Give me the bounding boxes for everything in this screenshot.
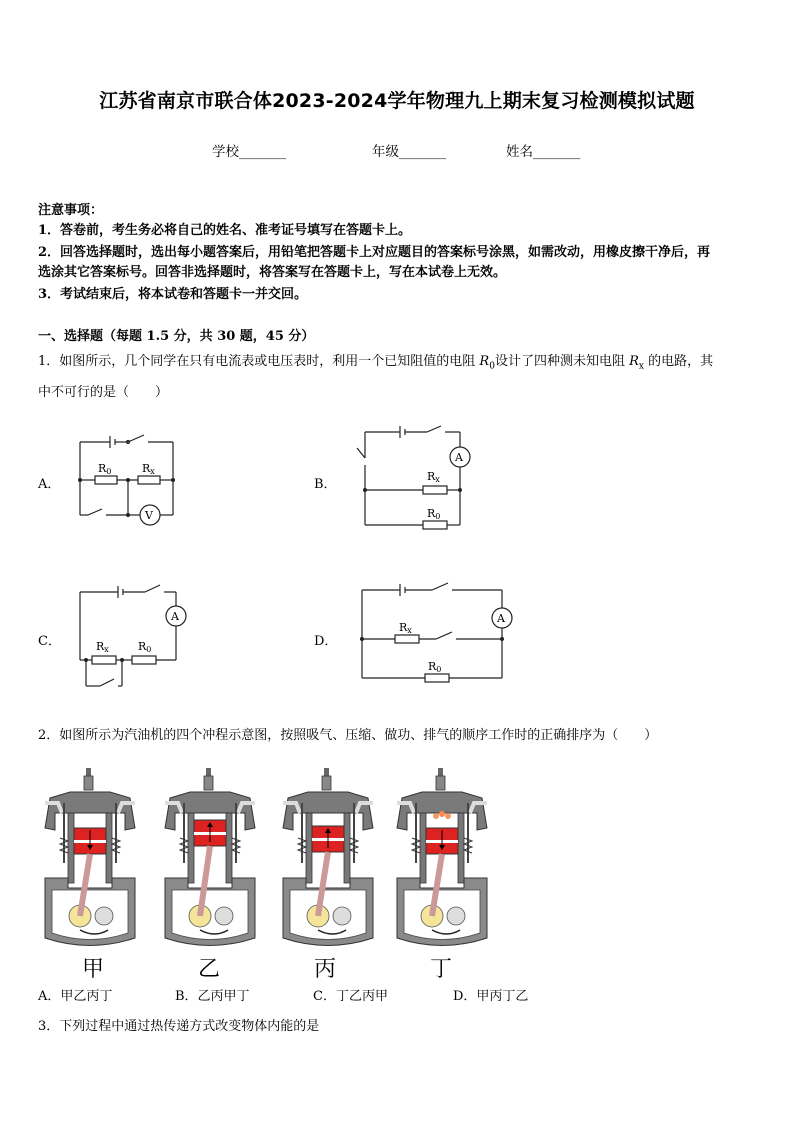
notice-item-2: 2．回答选择题时，选出每小题答案后，用铅笔把答题卡上对应题目的答案标号涂黑，如需改动，用橡皮擦干净后，再 — [38, 245, 711, 260]
notice-item-2-cont: 选涂其它答案标号。回答非选择题时，将答案写在答题卡上，写在本试卷上无效。 — [38, 265, 507, 280]
notice-item-1: 1．答卷前，考生务必将自己的姓名、准考证号填写在答题卡上。 — [38, 223, 412, 238]
r0-label-b: R0 — [427, 507, 441, 521]
circuit-d — [350, 576, 520, 688]
grade-field: 年级_______ — [372, 144, 447, 160]
ammeter-d: A — [497, 612, 505, 625]
engine-yi — [160, 768, 265, 948]
q1-stem-line2: 中不可行的是（ ） — [38, 385, 169, 400]
r0-label-a: R0 — [98, 462, 112, 476]
notice-item-3: 3．考试结束后，将本试卷和答题卡一并交回。 — [38, 287, 308, 302]
rx-label-c: Rx — [96, 640, 109, 654]
q2-option-c: C．丁乙丙甲 — [313, 989, 388, 1004]
q1-option-b-label: B． — [314, 477, 337, 492]
q2-stem: 2．如图所示为汽油机的四个冲程示意图，按照吸气、压缩、做功、排气的顺序工作时的正确排序为（ ） — [38, 728, 658, 743]
circuit-c — [70, 578, 195, 693]
engine-label-bing: 丙 — [314, 957, 337, 982]
r0-label-c: R0 — [138, 640, 152, 654]
name-field: 姓名_______ — [506, 144, 581, 160]
q1-option-d-label: D． — [314, 634, 338, 649]
q2-option-a: A．甲乙丙丁 — [38, 989, 113, 1004]
rx-label-a: Rx — [142, 462, 155, 476]
rx-label-b: Rx — [427, 470, 440, 484]
engine-jia — [40, 768, 145, 948]
section-heading: 一、选择题（每题 1.5 分，共 30 题，45 分） — [38, 329, 315, 344]
ammeter-b: A — [455, 451, 463, 464]
page-title: 江苏省南京市联合体2023-2024学年物理九上期末复习检测模拟试题 — [99, 90, 695, 112]
q1-stem-line1: 1．如图所示，几个同学在只有电流表或电压表时，利用一个已知阻值的电阻 $R_0$设计了四种测未知电阻 $R_x$ 的电路，其 — [38, 354, 714, 372]
q1-option-a-label: A． — [38, 477, 61, 492]
engine-diagrams — [40, 768, 500, 948]
circuit-a — [70, 430, 185, 530]
engine-bing — [278, 768, 383, 948]
q1-option-c-label: C． — [38, 634, 61, 649]
school-field: 学校_______ — [212, 144, 287, 160]
rx-label-d: Rx — [399, 621, 412, 635]
engine-ding — [392, 768, 497, 948]
notice-heading: 注意事项： — [38, 203, 104, 218]
q2-option-b: B．乙丙甲丁 — [175, 989, 250, 1004]
circuit-b — [345, 420, 480, 535]
engine-label-jia: 甲 — [82, 957, 105, 982]
ammeter-c: A — [171, 610, 179, 623]
voltmeter-a: V — [145, 509, 153, 522]
engine-label-ding: 丁 — [430, 957, 453, 982]
engine-label-yi: 乙 — [198, 957, 221, 982]
q3-stem: 3．下列过程中通过热传递方式改变物体内能的是 — [38, 1019, 320, 1034]
r0-label-d: R0 — [428, 660, 442, 674]
q2-option-d: D．甲丙丁乙 — [453, 989, 529, 1004]
